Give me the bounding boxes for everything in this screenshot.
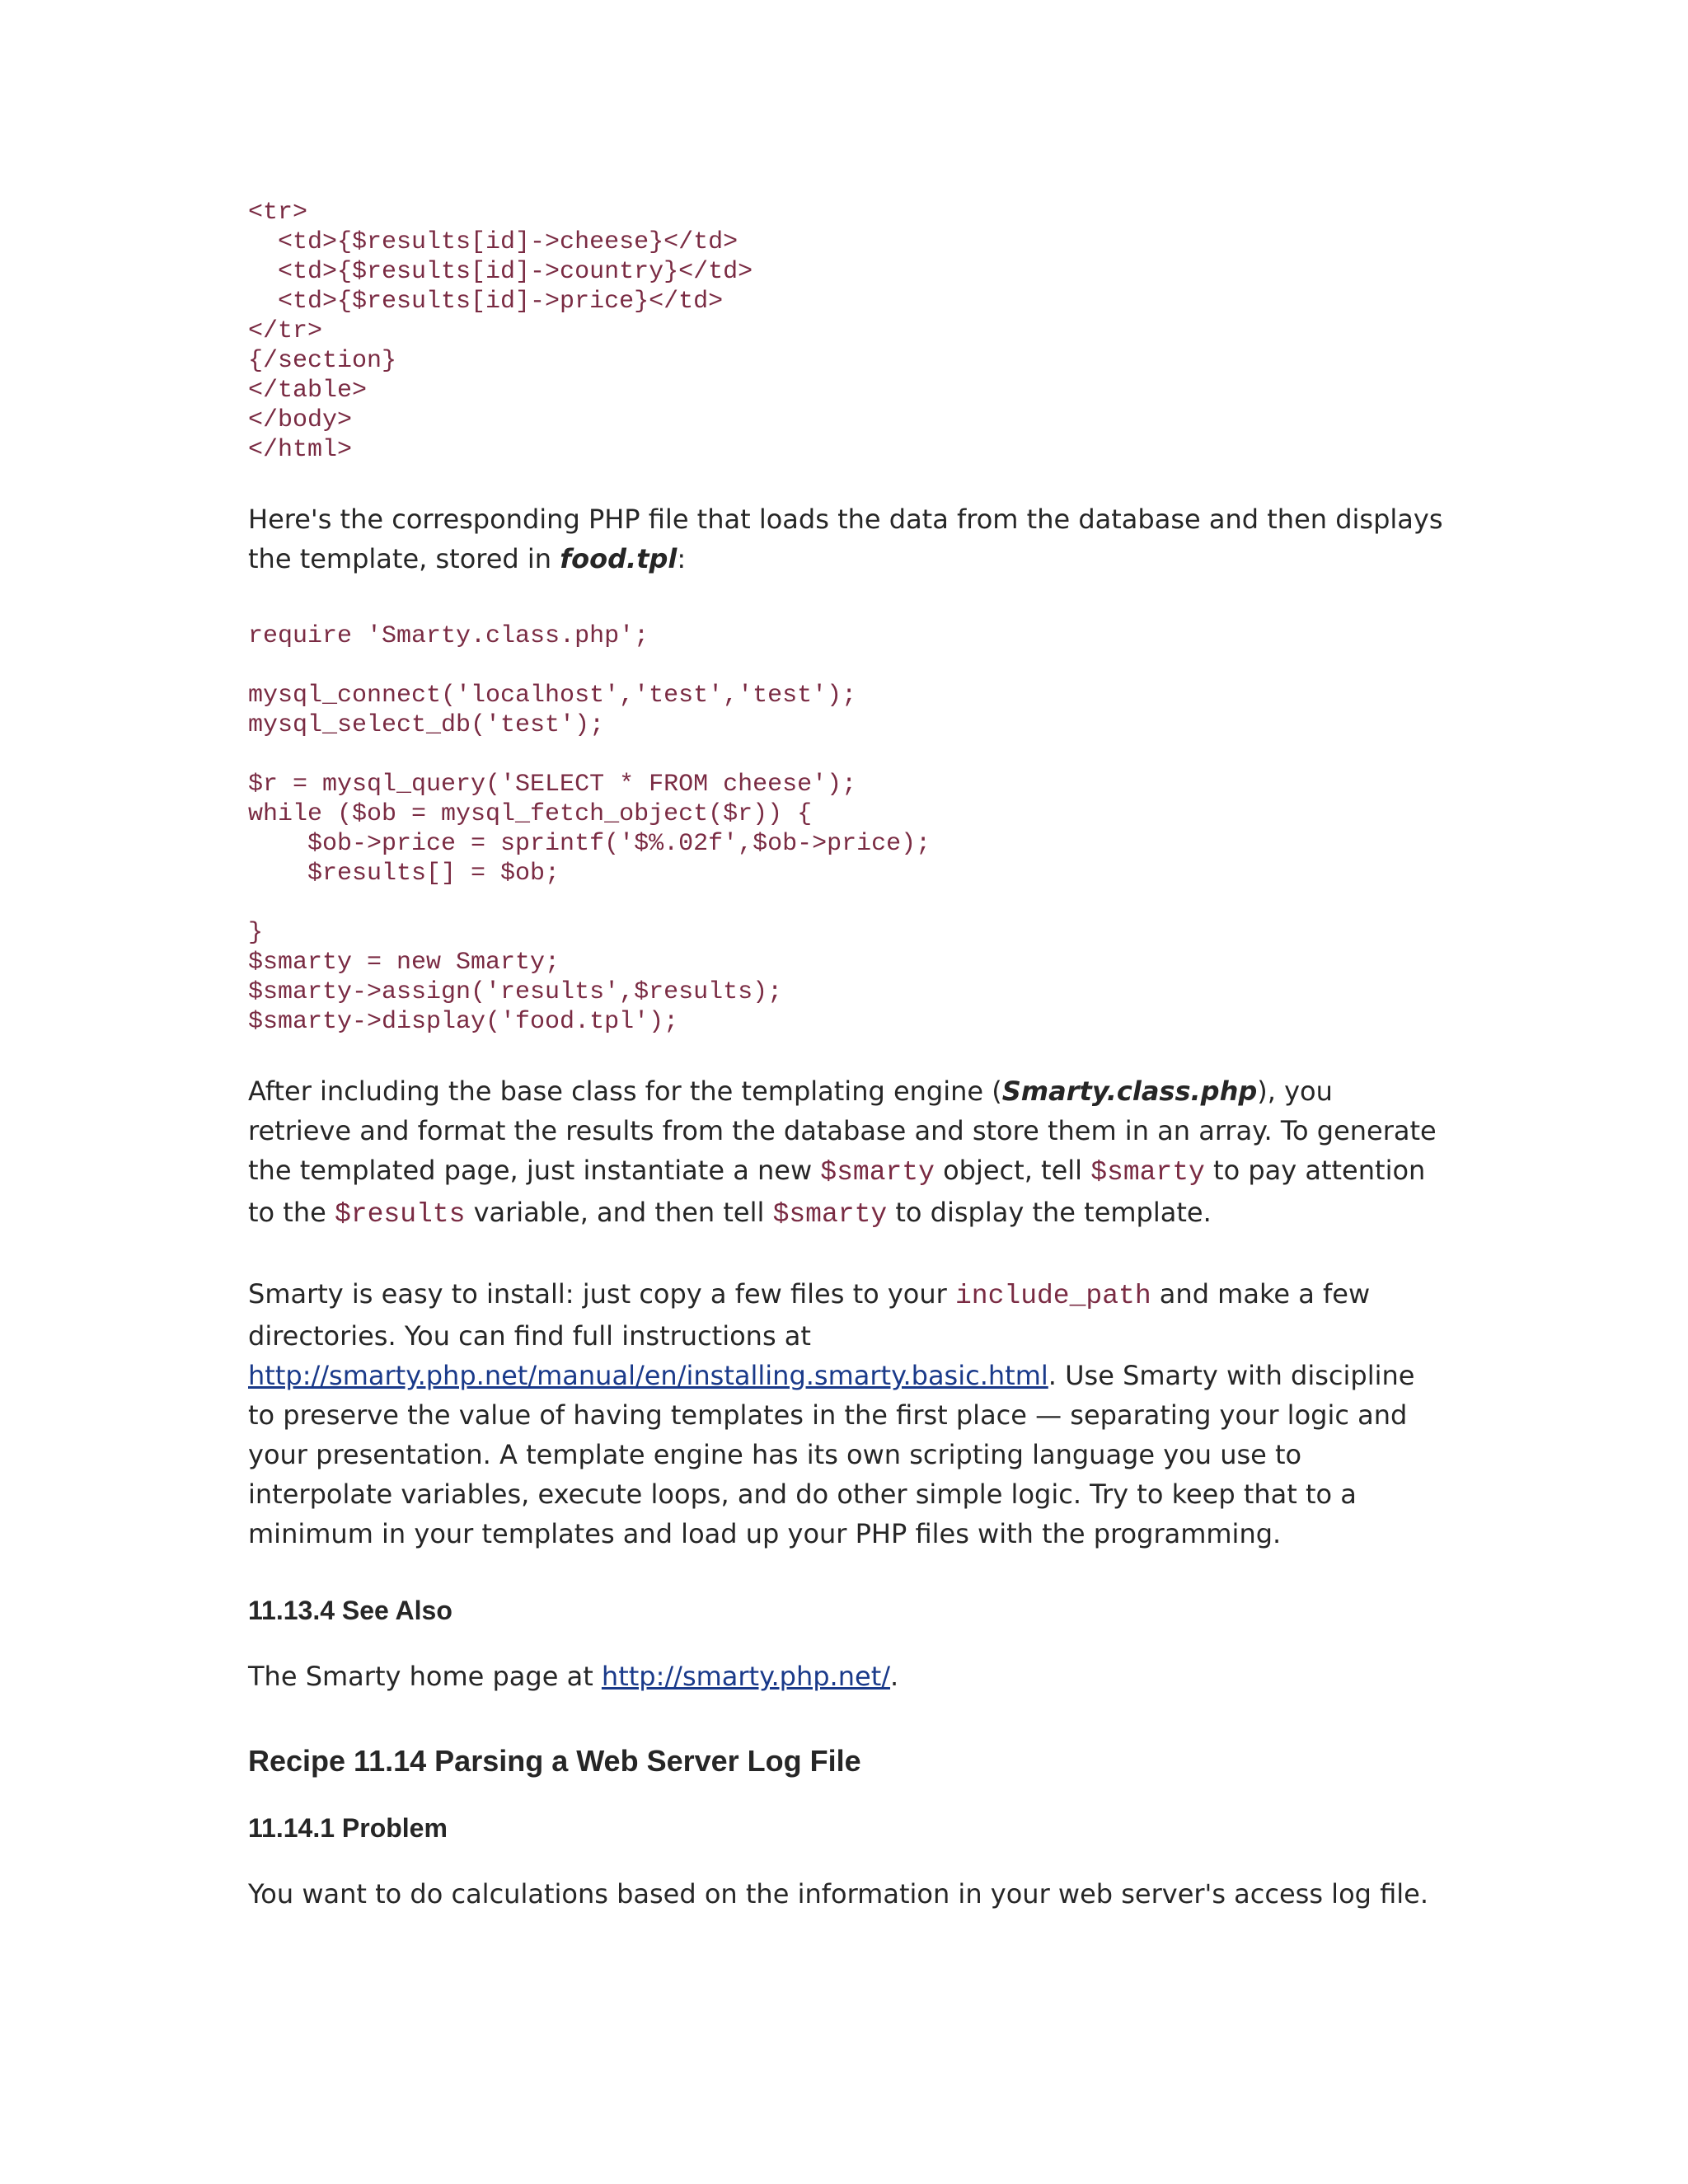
text: object, tell xyxy=(934,1155,1091,1186)
text: . xyxy=(890,1661,899,1692)
paragraph-php-file-intro xyxy=(248,499,1443,579)
code-block-php-loader: require 'Smarty.class.php'; mysql_connect('localhost','test','test'); mysql_select_db('test'); $r = mysql_query('SELECT * FROM cheese'); while ($ob = mysql_fetch_object($r)) { $ob->price = sprintf('$%.02f',$ob->price); $results[] = $ob; } $smarty = new Smarty; $smarty->assign('results',$results); $smarty->display('food.tpl'); xyxy=(248,622,931,1036)
heading-see-also: 11.13.4 See Also xyxy=(248,1596,452,1625)
paragraph-smarty-home xyxy=(248,1657,898,1696)
inline-code: $smarty xyxy=(1090,1157,1205,1188)
text: : xyxy=(677,543,687,574)
text: . Use Smarty with discipline to preserve the value of having templates in the first place — separating your logic and your presentation. A template engine has its own scripting language you use to interpolate variables, execute loops, and do other simple logic. Try to keep that to a minimum in your templates and load up your PHP files with the programming. xyxy=(248,1360,1415,1549)
text: Smarty is easy to install: just copy a few files to your xyxy=(248,1278,955,1310)
text: and make a few directories. You can find full instructions at xyxy=(248,1278,1371,1352)
inline-code: include_path xyxy=(954,1281,1151,1311)
text: The Smarty home page at xyxy=(248,1661,602,1692)
paragraph-smarty-explanation xyxy=(248,1071,1443,1235)
inline-code: $smarty xyxy=(772,1199,888,1230)
inline-code: $smarty xyxy=(820,1157,935,1188)
link-smarty-install-docs[interactable]: http://smarty.php.net/manual/en/installing.smarty.basic.html xyxy=(248,1360,1048,1391)
paragraph-problem: You want to do calculations based on the information in your web server's access log file. xyxy=(248,1878,1429,1910)
text: After including the base class for the templating engine ( xyxy=(248,1076,1002,1107)
filename-smarty-class: Smarty.class.php xyxy=(1001,1076,1258,1107)
text: Here's the corresponding PHP file that loads the data from the database and then displays the template, stored in xyxy=(248,504,1443,574)
heading-recipe-11-14: Recipe 11.14 Parsing a Web Server Log File xyxy=(248,1744,861,1778)
filename-food-tpl: food.tpl xyxy=(560,543,678,574)
code-block-template-tail: <tr> <td>{$results[id]->cheese}</td> <td>{$results[id]->country}</td> <td>{$results[id]->price}</td> </tr> {/section} </table> </body> </html> xyxy=(248,199,753,464)
heading-problem: 11.14.1 Problem xyxy=(248,1813,448,1843)
text: to pay attention to the xyxy=(248,1155,1426,1228)
inline-code: $results xyxy=(334,1199,466,1230)
text: to display the template. xyxy=(887,1197,1212,1228)
text: ), you retrieve and format the results from the database and store them in an array. To generate the templated page, just instantiate a new xyxy=(248,1076,1437,1186)
paragraph-smarty-install xyxy=(248,1274,1443,1554)
link-smarty-home[interactable]: http://smarty.php.net/ xyxy=(601,1661,891,1692)
text: variable, and then tell xyxy=(465,1197,773,1228)
